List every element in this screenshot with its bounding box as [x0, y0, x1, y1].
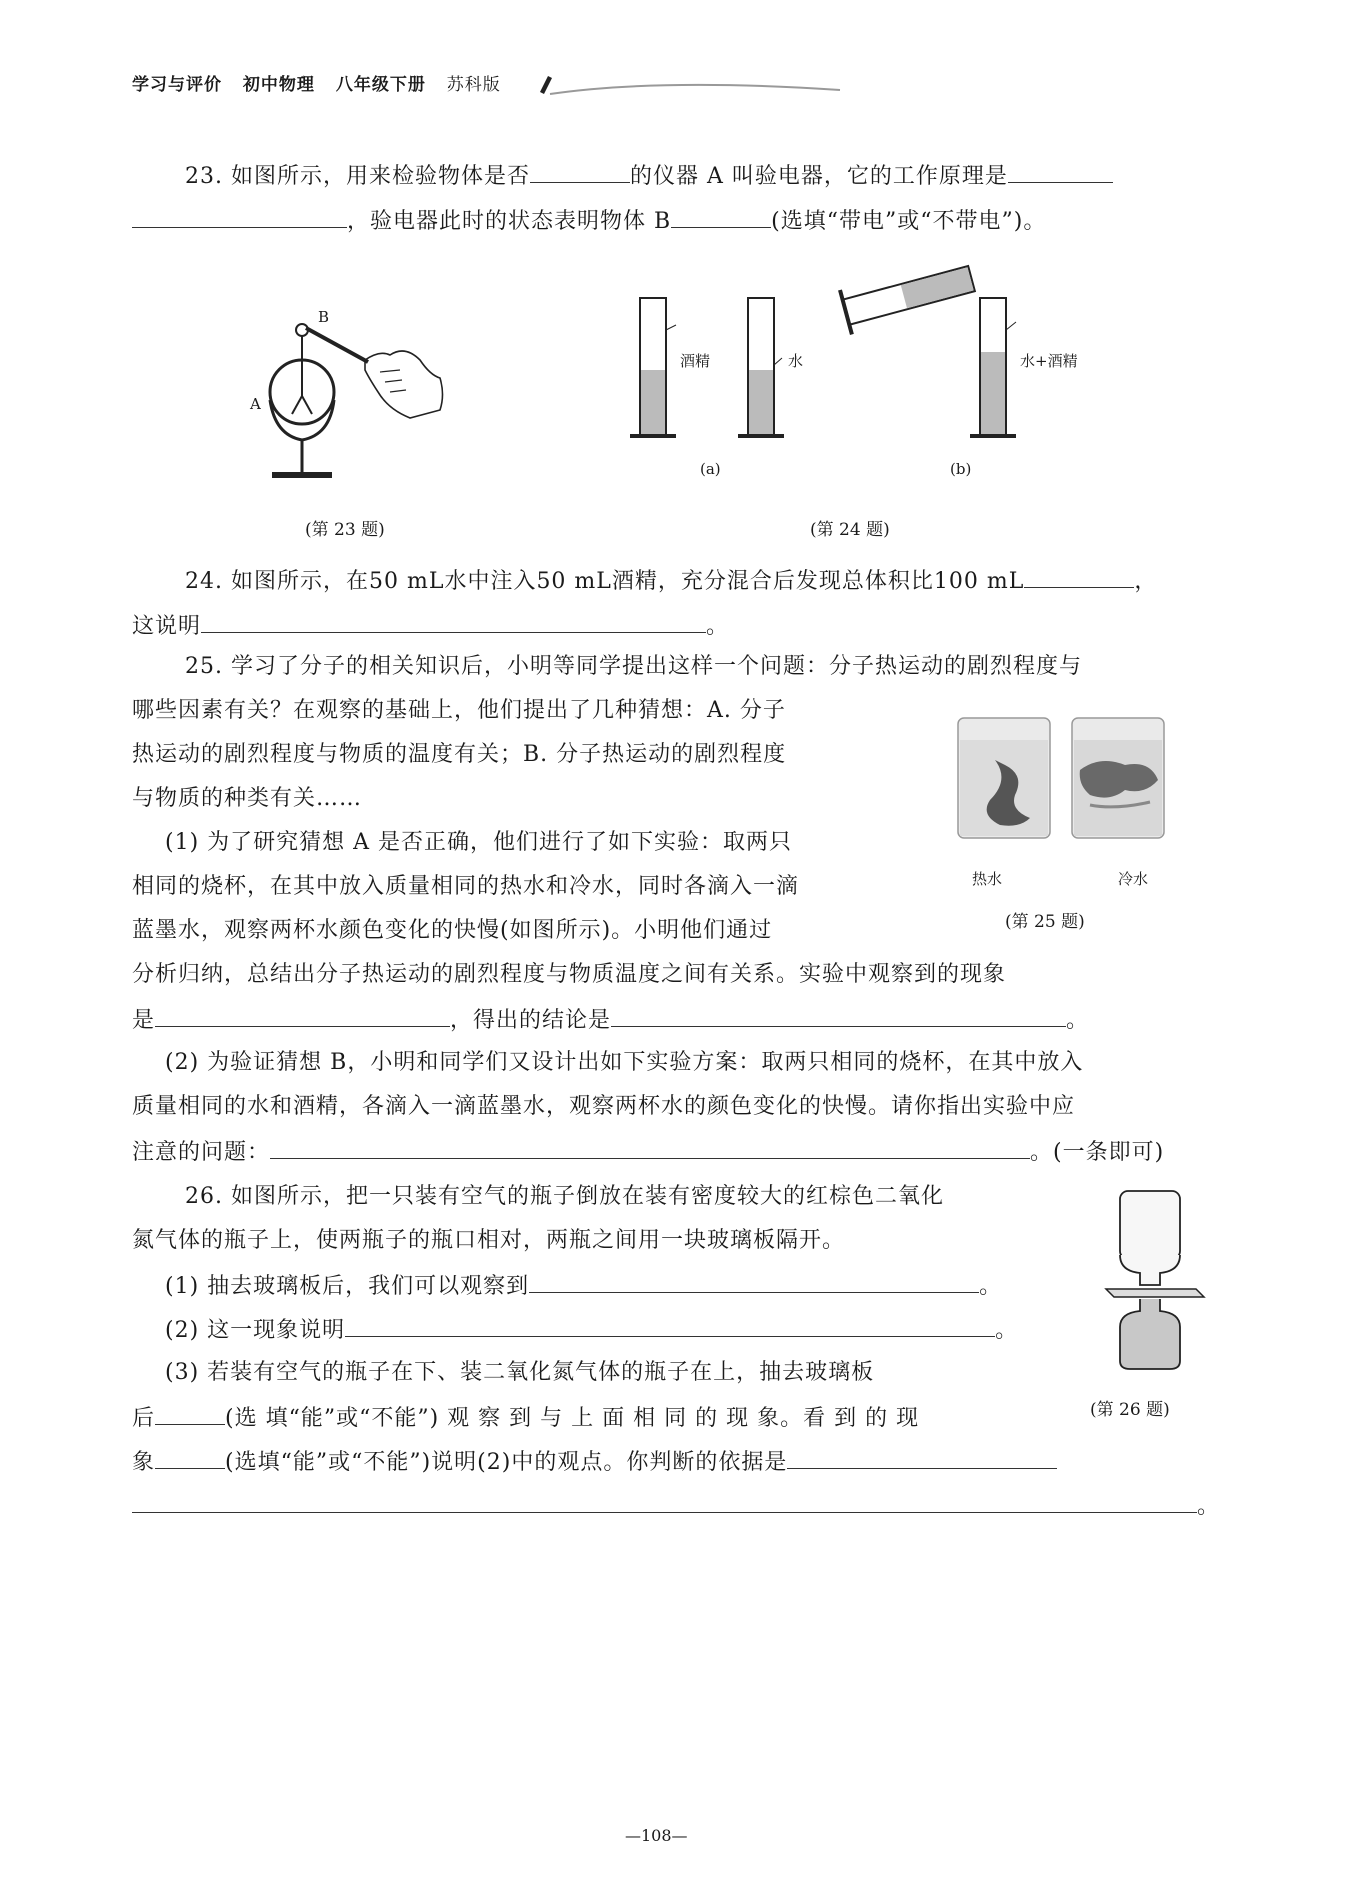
q23-blank2 [1008, 160, 1113, 183]
q26-blank5-cont [132, 1490, 1197, 1513]
label-a: A [250, 395, 261, 413]
label-alcohol: 酒精 [680, 352, 711, 370]
q25-line12: 注意的问题： 。(一条即可) [132, 1136, 1164, 1168]
q26-blank5 [787, 1446, 1057, 1469]
q25-line9: 是 ，得出的结论是 。 [132, 1004, 1089, 1036]
sub-caption-b: (b) [950, 460, 972, 478]
label-water-alcohol: 水+酒精 [1020, 352, 1078, 370]
q26-line8: 。 [132, 1490, 1220, 1522]
q25-line5: (1) 为了研究猜想 A 是否正确，他们进行了如下实验：取两只 [165, 830, 793, 855]
bottles-figure [1100, 1185, 1210, 1375]
label-water: 水 [788, 352, 804, 370]
page-number: —108— [625, 1826, 688, 1845]
q26-blank1 [529, 1270, 979, 1293]
q25-caption: (第 25 题) [1005, 912, 1085, 932]
q23-blank1 [530, 160, 630, 183]
q25-blank3 [270, 1136, 1030, 1159]
q25-line4: 与物质的种类有关…… [132, 786, 363, 811]
pen-swoosh-icon [540, 72, 840, 102]
q25-line7: 蓝墨水，观察两杯水颜色变化的快慢(如图所示)。小明他们通过 [132, 918, 773, 943]
q25-line2: 哪些因素有关？在观察的基础上，他们提出了几种猜想：A. 分子 [132, 698, 786, 723]
header-book: 学习与评价 [132, 75, 222, 95]
beakers-figure [950, 710, 1180, 850]
page-header [132, 70, 515, 95]
q25-blank2 [611, 1004, 1066, 1027]
q26-blank3 [155, 1402, 225, 1425]
q26-blank4 [155, 1446, 225, 1469]
q24-caption: (第 24 题) [810, 520, 890, 540]
label-b: B [318, 308, 330, 326]
q25-line8: 分析归纳，总结出分子热运动的剧烈程度与物质温度之间有关系。实验中观察到的现象 [132, 962, 1007, 987]
q23-blank2-cont [132, 205, 347, 228]
sub-caption-a: (a) [700, 460, 721, 478]
q24-blank2 [201, 610, 706, 633]
q23-line2: ，验电器此时的状态表明物体 B (选填“带电”或“不带电”)。 [132, 205, 1046, 237]
q24-line1: 24. 如图所示，在50 mL水中注入50 mL酒精，充分混合后发现总体积比100 mL ， [185, 565, 1157, 597]
q23-caption: (第 23 题) [305, 520, 385, 540]
q25-line1: 25. 学习了分子的相关知识后，小明等同学提出这样一个问题：分子热运动的剧烈程度与 [185, 654, 1082, 679]
q26-line2: 氮气体的瓶子上，使两瓶子的瓶口相对，两瓶之间用一块玻璃板隔开。 [132, 1228, 846, 1253]
label-cold-water: 冷水 [1118, 870, 1149, 888]
q25-blank1 [155, 1004, 450, 1027]
q26-caption: (第 26 题) [1090, 1400, 1170, 1420]
q26-line7: 象 (选填“能”或“不能”)说明(2)中的观点。你判断的依据是 [132, 1446, 1057, 1478]
q26-line1: 26. 如图所示，把一只装有空气的瓶子倒放在装有密度较大的红棕色二氧化 [185, 1184, 944, 1209]
q24-blank1 [1024, 565, 1134, 588]
q26-blank2 [345, 1314, 995, 1337]
q25-line11: 质量相同的水和酒精，各滴入一滴蓝墨水，观察两杯水的颜色变化的快慢。请你指出实验中应 [132, 1094, 1076, 1119]
q25-line10: (2) 为验证猜想 B，小明和同学们又设计出如下实验方案：取两只相同的烧杯，在其中放入 [165, 1050, 1084, 1075]
q26-line4: (2) 这一现象说明 。 [165, 1314, 1018, 1346]
q23-line1: 23. 如图所示，用来检验物体是否 的仪器 A 叫验电器，它的工作原理是 [185, 160, 1113, 192]
q24-line2: 这说明 。 [132, 610, 729, 642]
label-hot-water: 热水 [972, 870, 1003, 888]
header-edition: 苏科版 [446, 75, 501, 95]
electroscope-figure [240, 300, 490, 490]
q26-line3: (1) 抽去玻璃板后，我们可以观察到 。 [165, 1270, 1002, 1302]
header-subject: 初中物理 [242, 75, 315, 95]
q26-line6: 后 (选 填“能”或“不能”) 观 察 到 与 上 面 相 同 的 现 象。看 到 的 现 [132, 1402, 919, 1434]
q25-line3: 热运动的剧烈程度与物质的温度有关；B. 分子热运动的剧烈程度 [132, 742, 787, 767]
q23-blank3 [671, 205, 771, 228]
q25-line6: 相同的烧杯，在其中放入质量相同的热水和冷水，同时各滴入一滴 [132, 874, 800, 899]
q26-line5: (3) 若装有空气的瓶子在下、装二氧化氮气体的瓶子在上，抽去玻璃板 [165, 1360, 875, 1385]
header-grade: 八年级下册 [335, 75, 426, 95]
